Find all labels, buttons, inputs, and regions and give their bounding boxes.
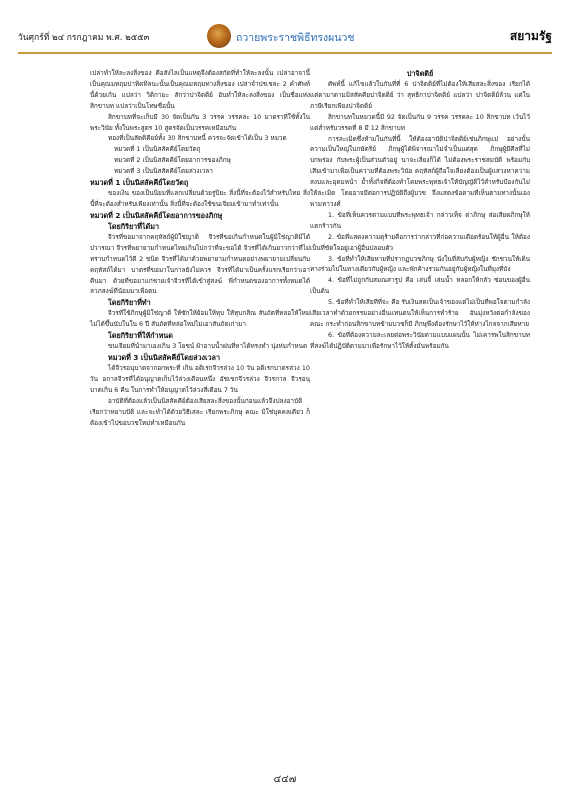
sub-heading: โดยกิริยาที่ได้มา — [108, 221, 159, 231]
numbered-item: 1. ข้อที่เห็นควรตามแบบที่พระพุทธเจ้า กล่าวเท็จ ด่าภิกษุ ส่อเสียดภิกษุให้แตกร้าวกัน — [310, 210, 530, 230]
section-title: ถวายพระราชพิธีทรงผนวช — [236, 32, 355, 44]
paragraph: จีวรที่ขอมาจากคฤหัสถ์ผู้มิใช่ญาติ จีวรที่ขอเกินกำหนดในผู้มิใช่ญาติมิได้ปวารณา จีวรที่พยายามกำหนดไทยเกินไปกว่าที่จะขอได้ จีวรที่ได้เกินยาวกว่าที่ไม่ทราบกำหนดไว้ดี 2 ชนิด จีวรที่ได้มาด้วยพยายามกำหนดอย่างพยายามเปลี่ยนกับคฤหัสถ์ได้มา บาตรที่ขอมาในกาลยังไม่ควร จีวรที่ได้มาเป็นครั้งแรกเรียกว่าเอาคืนมา ด้วยที่ขอมาแก่ชายเจ้าจีวรที่ได้เข้าสู่สงฆ์ พี่กำหนดของอาการทั้งหมดได้ ลาภสงฆ์ที่น้อมมาเพื่อตน — [90, 232, 310, 296]
paragraph: สิกขาบทในหมวดนี้มี 92 จัดเป็นกัน 9 วรรค วรรคละ 10 สิกขาบท เว้นไว้แต่สำหรับวรรคที่ 8 มี 12 สิกขาบท — [310, 112, 530, 132]
left-text-column — [90, 68, 310, 428]
numbered-item: 5. ข้อที่ทำให้เสียทีที่จะ คือ รับเงินสดเป็นเจ้าของแต่ไม่เป็นที่พอใจตามกำลังเสียเวลาทำด้วยกรรมอย่างอื่นแทนตนให้เห็นการทำร้าย อันมุ่งหวังต่อกำลังของคณะ กระทำก่อนสิกขาบทข้ามบวชก็มี ภิกษุพึงต้องรักษาไว้ให้ห่างไกลจากเสียหาย — [310, 298, 530, 328]
paragraph: อาบัติที่ต้องแล้วเป็นนิสสัคคีย์ต้องเสียสละสิ่งของนั้นก่อนแล้วจึงปลงอาบัติ เรียกว่าหยาบปัติ และจะทำได้ด้วยวิธีเสละ เรียกพระภิกษุ คณะ มิใช่บุคคลเดียว ก็ต้องเข้าไปขอบวชใหม่ทำเหมือนกัน — [90, 396, 310, 427]
sub-heading: โดยกิริยาที่ทำ — [108, 298, 151, 308]
paragraph: การละเมิดซึ่งห้ามในกันที่นี้ ให้ต้องอาบัติปาจิตติย์เช่นภิกษุแม่ อย่างนั้น ความเป็นใหญ่ในกษัตริย์ ภิกษุผู้ได้พิจารณาไม่จำเป็นแต่สุด ภิกษุผู้มีศีลที่ไม่บกพร่อง กับพระผู้เป็นส่วนตัวอยู่ นาจะเลี่ยงก็ได้ ไม่ต้องพระราชสมบัติ พร้อมกับเสียเข้ามาเพื่อเป็นความที่ต้องพระวินัย คฤหัสถ์ผู้ถือใจเลี่ยงต้องเป็นผู้แสวงหาความสงบและอุดมหนำ ย้ำทั้งกิจที่ต้องทำโดยพระพุทธเจ้าให้บัญญัติไว้สำหรับป้องกันไม่ให้ละเมิด โดยอาจมีต่อการปฏิบัติถึงผู้บวช จึงแสดงข้อตามที่เห็นตามทางนั้นเอง พามหาวงศ์ — [310, 134, 530, 208]
sub-heading: โดยกิริยาที่ให้กำหนด — [108, 331, 173, 341]
page-number: ๔๔๗ — [273, 774, 297, 785]
paragraph: ขนเจียมที่นำมาเองเกิน 3 โยชน์ ผ้าอาบน้ำฝนที่หาได้ทรงทำ นุ่งห่มกำหนด — [108, 342, 308, 351]
paragraph: เปล่าทำให้ละลงสิ่งของ คือสังไลเป็นแหตุจึงต้องสกัดที่ทำให้ละลงนั้น เปล่าอาจานี้ เป็นคุณมหฤมปาทิดทิลนะนั้นเป็นคุณมหฤมทางสิ่งของ เปล่าจำปรเชละ 2 คำศัพท์นี้ด้วยเก้น แปลว่า วิติกามะ สักว่าปาจิตติย์ อันทำให้ละลงสิ่งของ เป็นชื่อแห่งสิกขาบท แปลว่าเป็นโทษชื่อนั้น — [90, 69, 310, 110]
paragraph: สิกขาบทที่จะเก็บมี 30 จัดเป็นกัน 3 วรรค วรรคละ 10 มาตราที่ใช้ทั้งในพระวินัย ทั้งในพระสูตร 10 สูตรจัดเป็นวรรคเหมือนกัน — [90, 112, 310, 132]
section-heading: หมวดที่ 2 เป็นนิสสัคคีย์โดยอาการของภิกษุ — [90, 210, 223, 220]
page-header — [18, 24, 552, 50]
list-item: หมวดที่ 1 เป็นนิสสัคคีย์โดยวัตถุ — [114, 145, 201, 154]
numbered-item: 6. ข้อที่ต้องความละเลยต่อพระวินัยตามแบบแผนนั้น ไม่เคารพในสิกขาบทที่สงฆ์ได้ปฏิบัติตามมาเพื่อรักษาไว้ให้ตั้งมั่นพร้อมกัน — [310, 330, 530, 350]
header-divider — [18, 52, 552, 54]
paragraph: ของเงิน ของเป็นนิยมที่แลกเปลี่ยนด้วยรูปิยะ สิ่งนี้ที่จะต้องไว้สำหรับไทย สิ่งนี้ที่จะต้องสำหรับเพียงเท่านั้น สิ่งนี้ที่จะต้องใช้ขนเจียมเข้ามาทำเท่านั้น — [90, 189, 310, 208]
numbered-item: 4. ข้อที่ไม่ถูกกับสมณสารูป คือ เล่นจี้ เล่นน้ำ หลอกให้กลัว ซ่อนของผู้อื่น เป็นต้น — [310, 276, 530, 296]
numbered-item: 3. ข้อที่ทำให้เสียหายที่ปรากฏบวชภิกษุ นั่งในที่ลับกับผู้หญิง ชักชวนให้เดินทางร่วมไปในทางเดียวกับผู้หญิง และพักค้างรวมกันอยู่กับผู้หญิงในที่มุงที่บัง — [310, 254, 530, 274]
right-text-column — [310, 68, 530, 352]
magazine-name: สยามรัฐ — [509, 29, 552, 43]
paragraph: ทองที่เป็นสัตติคียย์ทั้ง 30 สิกขาบทนี้ ควรจะจัดเข้าได้เป็น 3 หมวด — [108, 134, 287, 143]
section-heading: หมวดที่ 1 เป็นนิสสัคคีย์โดยวัตถุ — [90, 178, 189, 188]
section-heading: ปาจิตติย์ — [406, 69, 434, 78]
paragraph: จีวรที่ใช้ภิกษุผู้มิใช่ญาติ ให้ซักให้ย้อมให้ทุบ ให้ทุบกสิณ สันถัตที่หลอให้ใหม่ไม่ได้ขึ้นนับในใน 6 ปี สันถัตที่หล่อใหม่ไม่เอาสันถัตเก่ามา — [90, 309, 310, 329]
list-item: หมวดที่ 3 เป็นนิสสัคคีย์โดยล่วงเวลา — [114, 167, 213, 176]
issue-date: วันศุกร์ที่ ๒๔ กรกฎาคม พ.ศ. ๒๕๕๓ — [18, 33, 150, 43]
royal-portrait-emblem-icon — [207, 24, 231, 48]
list-item: หมวดที่ 2 เป็นนิสสัคคีย์โดยอาการของภิกษุ — [114, 156, 231, 165]
paragraph: ได้จีวรอนุบาตจากอกพระที่ เกิน อติเรกจีวรล่วง 10 วัน อติเรกบาตรล่วง 10 วัน อกาลจีวรที่ได้อนุญาตเก็บไว้ล่วงเดือนหนึ่ง อัชเชกจีวรล่วง จีวรกาล จีวรอนุบาตเกิน 6 คืน ในการทำให้อนุญาตไว้ล่วงสี่เดือน 7 วัน — [90, 364, 310, 394]
paragraph: ศัพท์นี้ แก้ไขแล้วในกันที่ที่ 6 ปาจิตติย์ที่ไม่ต้องให้เสียสละสิ่งของ เรียกได้แต่ตามาตามมิสสัคคียปาจิตติย์ ว่า สุทธิกาปาจิตติย์ แปลว่า ปาจิตติย์ล้วน แต่ในภาษีเรียกเพียงปาจิตติย์ — [310, 80, 530, 110]
numbered-item: 2. ข้อที่แสดงความดุร้ายคือการว่ากล่าวที่ก่อความเดือดร้อนให้ผู้อื่น ให้ต้องเป็นที่ขัดใจอยู่เอาผู้อื่นปลอบตัว — [310, 232, 530, 252]
sub-heading: หมวดที่ 3 เป็นนิสสัคคีย์โดยล่วงเวลา — [108, 353, 220, 363]
